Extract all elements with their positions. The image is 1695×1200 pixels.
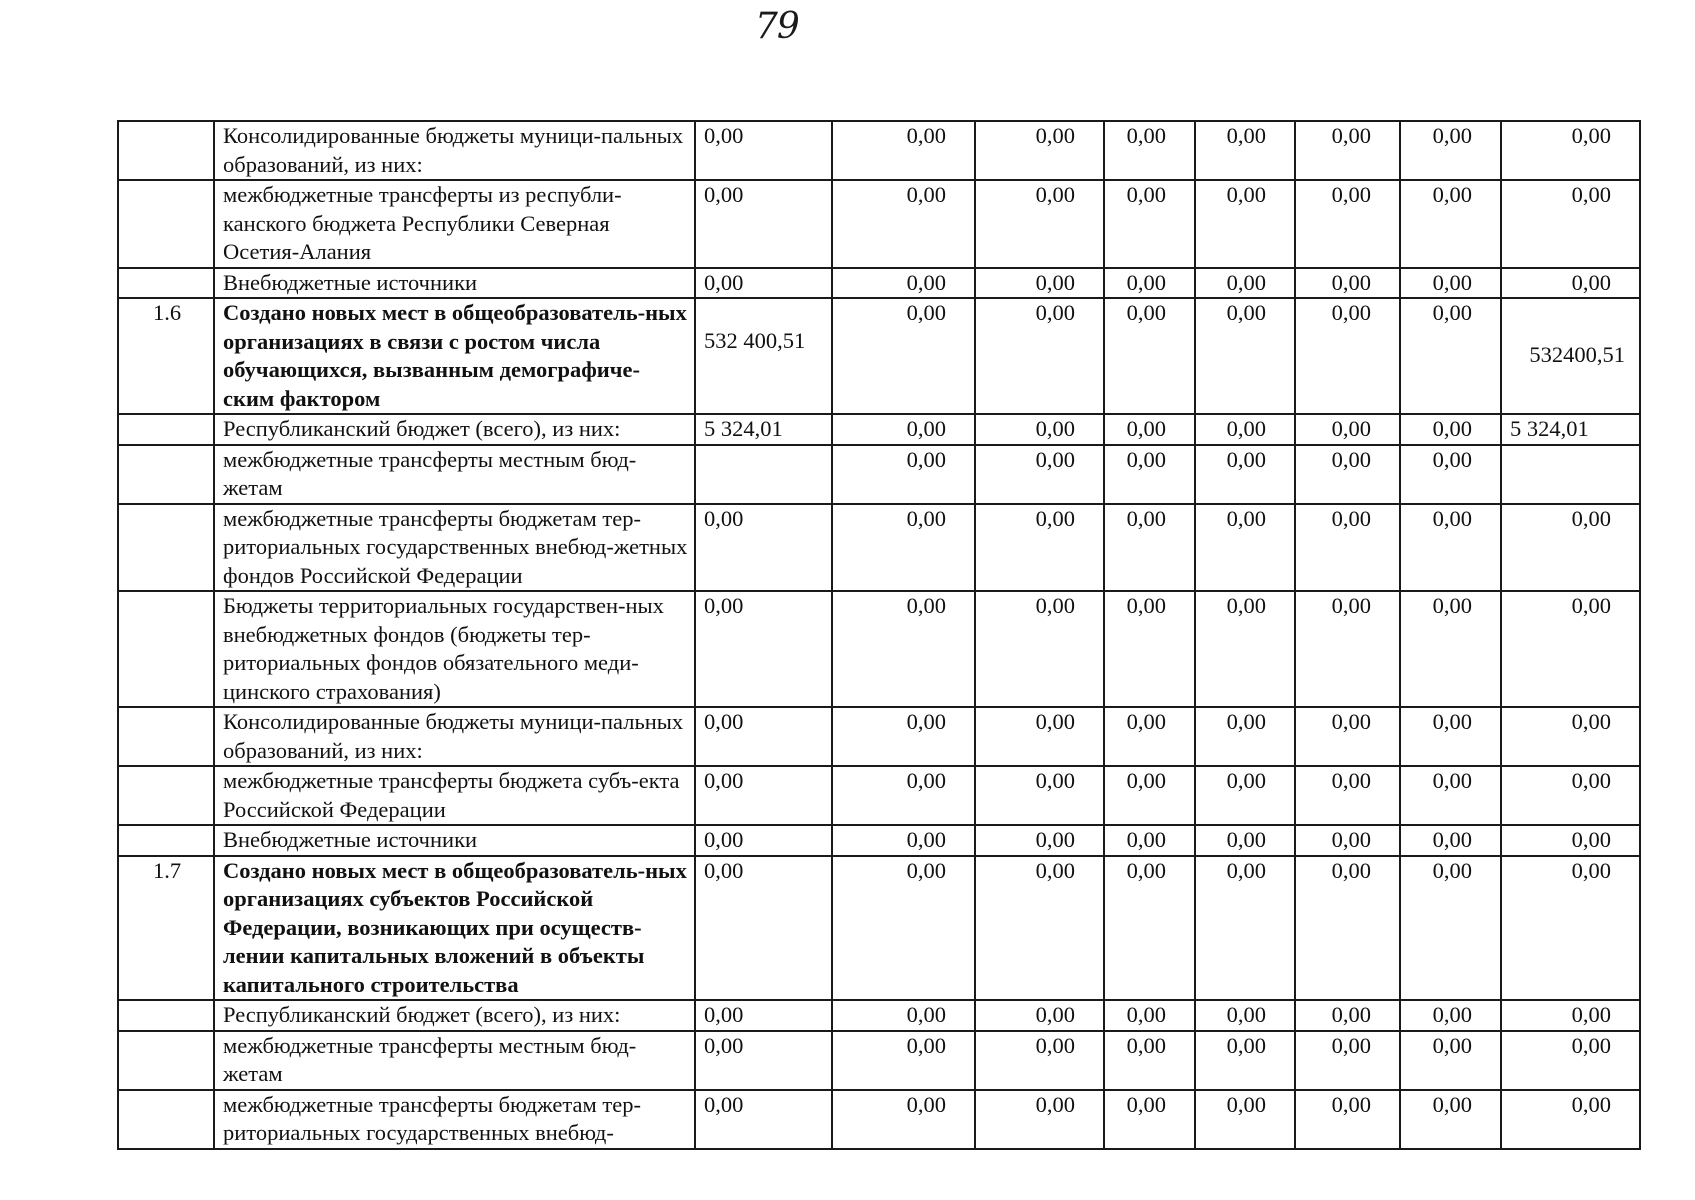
- value-cell: 0,00: [1295, 445, 1400, 504]
- value-cell: 0,00: [695, 825, 832, 856]
- value-cell: 5 324,01: [695, 414, 832, 445]
- value-cell: 532 400,51: [695, 298, 832, 414]
- row-label: Внебюджетные источники: [214, 268, 695, 299]
- value-cell: 0,00: [1195, 504, 1295, 592]
- value-cell: 0,00: [1195, 591, 1295, 707]
- table-row: [118, 825, 1640, 856]
- value-cell: 0,00: [975, 121, 1104, 180]
- value-cell: 0,00: [1400, 707, 1501, 766]
- row-index: [118, 591, 214, 707]
- row-label: Создано новых мест в общеобразователь-ных организациях субъектов Российской Федерации, возникающих при осуществ-лении капитальных вложений в объекты капитального строительства: [214, 856, 695, 1001]
- page-number: 79: [755, 6, 799, 47]
- value-cell: 0,00: [1501, 856, 1640, 1001]
- value-cell: 0,00: [1195, 121, 1295, 180]
- value-cell: 0,00: [1501, 180, 1640, 268]
- value-cell: 0,00: [1195, 180, 1295, 268]
- value-cell: 0,00: [1104, 504, 1195, 592]
- value-cell: 0,00: [1104, 1031, 1195, 1090]
- value-cell: 0,00: [1400, 445, 1501, 504]
- value-cell: 5 324,01: [1501, 414, 1640, 445]
- value-cell: 0,00: [975, 504, 1104, 592]
- value-cell: 0,00: [975, 445, 1104, 504]
- table-row: [118, 180, 1640, 268]
- value-cell: 0,00: [832, 445, 975, 504]
- value-cell: 0,00: [695, 766, 832, 825]
- value-cell: 0,00: [832, 1090, 975, 1149]
- row-label: межбюджетные трансферты из республи-канского бюджета Республики Северная Осетия-Алания: [214, 180, 695, 268]
- value-cell: 0,00: [1400, 1090, 1501, 1149]
- row-label: Консолидированные бюджеты муници-пальных образований, из них:: [214, 121, 695, 180]
- value-cell: 0,00: [1501, 591, 1640, 707]
- row-label: Республиканский бюджет (всего), из них:: [214, 414, 695, 445]
- table-row: [118, 121, 1640, 180]
- value-cell: 532400,51: [1501, 298, 1640, 414]
- value-cell: 0,00: [1195, 1031, 1295, 1090]
- value-cell: 0,00: [832, 1031, 975, 1090]
- value-cell: 0,00: [1104, 766, 1195, 825]
- value-cell: 0,00: [1295, 591, 1400, 707]
- value-cell: 0,00: [832, 591, 975, 707]
- value-cell: 0,00: [1104, 414, 1195, 445]
- value-cell: 0,00: [1195, 707, 1295, 766]
- value-cell: 0,00: [1104, 445, 1195, 504]
- value-cell: [695, 445, 832, 504]
- row-index: [118, 180, 214, 268]
- value-cell: 0,00: [695, 856, 832, 1001]
- value-cell: 0,00: [1295, 766, 1400, 825]
- value-cell: 0,00: [1501, 707, 1640, 766]
- value-cell: 0,00: [695, 1090, 832, 1149]
- table-row: [118, 298, 1640, 414]
- value-cell: 0,00: [1295, 1090, 1400, 1149]
- value-cell: 0,00: [975, 180, 1104, 268]
- value-cell: 0,00: [1295, 414, 1400, 445]
- value-cell: 0,00: [695, 121, 832, 180]
- value-cell: 0,00: [1195, 445, 1295, 504]
- value-cell: 0,00: [1400, 504, 1501, 592]
- budget-table: [117, 120, 1641, 1150]
- value-cell: 0,00: [1104, 121, 1195, 180]
- value-cell: 0,00: [1295, 298, 1400, 414]
- value-cell: 0,00: [1501, 1090, 1640, 1149]
- value-cell: 0,00: [975, 1000, 1104, 1031]
- value-cell: 0,00: [1400, 298, 1501, 414]
- value-cell: 0,00: [832, 825, 975, 856]
- value-cell: 0,00: [1295, 504, 1400, 592]
- value-cell: 0,00: [975, 825, 1104, 856]
- value-cell: 0,00: [975, 298, 1104, 414]
- row-index: [118, 414, 214, 445]
- value-cell: 0,00: [695, 1031, 832, 1090]
- row-index: [118, 1000, 214, 1031]
- value-cell: 0,00: [1501, 766, 1640, 825]
- value-cell: 0,00: [1104, 591, 1195, 707]
- value-cell: 0,00: [975, 707, 1104, 766]
- row-label: Бюджеты территориальных государствен-ных внебюджетных фондов (бюджеты тер-риториальных фондов обязательного меди-цинского страхования): [214, 591, 695, 707]
- value-cell: 0,00: [975, 766, 1104, 825]
- value-cell: 0,00: [1400, 825, 1501, 856]
- value-cell: 0,00: [1104, 298, 1195, 414]
- value-cell: 0,00: [1195, 414, 1295, 445]
- value-cell: 0,00: [1104, 825, 1195, 856]
- value-cell: 0,00: [975, 1090, 1104, 1149]
- value-cell: 0,00: [1400, 121, 1501, 180]
- value-cell: 0,00: [1400, 268, 1501, 299]
- table-row: [118, 504, 1640, 592]
- value-cell: 0,00: [1501, 1000, 1640, 1031]
- row-index: [118, 121, 214, 180]
- value-cell: 0,00: [1295, 121, 1400, 180]
- value-cell: 0,00: [1295, 1000, 1400, 1031]
- row-index: 1.6: [118, 298, 214, 414]
- row-index: [118, 1090, 214, 1149]
- row-index: [118, 268, 214, 299]
- value-cell: 0,00: [1195, 298, 1295, 414]
- value-cell: 0,00: [1295, 856, 1400, 1001]
- value-cell: 0,00: [1400, 1000, 1501, 1031]
- value-cell: 0,00: [695, 504, 832, 592]
- value-cell: 0,00: [1104, 856, 1195, 1001]
- value-cell: 0,00: [1400, 1031, 1501, 1090]
- value-cell: 0,00: [1295, 707, 1400, 766]
- value-cell: 0,00: [832, 766, 975, 825]
- table-row: [118, 1031, 1640, 1090]
- value-cell: 0,00: [1195, 268, 1295, 299]
- value-cell: 0,00: [1195, 825, 1295, 856]
- table-row: [118, 856, 1640, 1001]
- row-label: межбюджетные трансферты местным бюд-жетам: [214, 445, 695, 504]
- table-row: [118, 707, 1640, 766]
- value-cell: 0,00: [1104, 1090, 1195, 1149]
- value-cell: 0,00: [1400, 414, 1501, 445]
- row-label: межбюджетные трансферты местным бюд-жетам: [214, 1031, 695, 1090]
- row-index: 1.7: [118, 856, 214, 1001]
- value-cell: 0,00: [1501, 121, 1640, 180]
- value-cell: 0,00: [1195, 1000, 1295, 1031]
- value-cell: 0,00: [832, 268, 975, 299]
- row-index: [118, 766, 214, 825]
- value-cell: 0,00: [1295, 180, 1400, 268]
- value-cell: 0,00: [1501, 825, 1640, 856]
- table-row: [118, 591, 1640, 707]
- value-cell: 0,00: [832, 707, 975, 766]
- row-label: межбюджетные трансферты бюджетам тер-риториальных государственных внебюд-: [214, 1090, 695, 1149]
- row-label: Консолидированные бюджеты муници-пальных образований, из них:: [214, 707, 695, 766]
- table-body: [118, 121, 1640, 1149]
- row-label: Создано новых мест в общеобразователь-ных организациях в связи с ростом числа обучающихся, вызванным демографиче-ским фактором: [214, 298, 695, 414]
- value-cell: 0,00: [1400, 766, 1501, 825]
- value-cell: 0,00: [695, 180, 832, 268]
- value-cell: 0,00: [1501, 1031, 1640, 1090]
- row-label: Республиканский бюджет (всего), из них:: [214, 1000, 695, 1031]
- value-cell: 0,00: [1501, 268, 1640, 299]
- value-cell: 0,00: [695, 591, 832, 707]
- value-cell: 0,00: [695, 707, 832, 766]
- value-cell: 0,00: [1295, 1031, 1400, 1090]
- value-cell: 0,00: [975, 268, 1104, 299]
- row-label: межбюджетные трансферты бюджета субъ-екта Российской Федерации: [214, 766, 695, 825]
- row-index: [118, 445, 214, 504]
- value-cell: 0,00: [832, 1000, 975, 1031]
- value-cell: 0,00: [975, 591, 1104, 707]
- row-index: [118, 1031, 214, 1090]
- row-label: межбюджетные трансферты бюджетам тер-риториальных государственных внебюд-жетных фондов Российской Федерации: [214, 504, 695, 592]
- value-cell: 0,00: [1104, 707, 1195, 766]
- value-cell: 0,00: [1400, 180, 1501, 268]
- table-row: [118, 414, 1640, 445]
- value-cell: 0,00: [832, 856, 975, 1001]
- value-cell: 0,00: [1295, 825, 1400, 856]
- value-cell: 0,00: [1104, 180, 1195, 268]
- value-cell: 0,00: [832, 504, 975, 592]
- value-cell: 0,00: [1195, 766, 1295, 825]
- row-label: Внебюджетные источники: [214, 825, 695, 856]
- value-cell: 0,00: [1104, 268, 1195, 299]
- value-cell: [1501, 445, 1640, 504]
- row-index: [118, 504, 214, 592]
- value-cell: 0,00: [832, 414, 975, 445]
- value-cell: 0,00: [695, 268, 832, 299]
- value-cell: 0,00: [1295, 268, 1400, 299]
- value-cell: 0,00: [1195, 1090, 1295, 1149]
- value-cell: 0,00: [1104, 1000, 1195, 1031]
- value-cell: 0,00: [1501, 504, 1640, 592]
- value-cell: 0,00: [1400, 856, 1501, 1001]
- value-cell: 0,00: [832, 121, 975, 180]
- value-cell: 0,00: [832, 180, 975, 268]
- value-cell: 0,00: [975, 414, 1104, 445]
- value-cell: 0,00: [695, 1000, 832, 1031]
- table-row: [118, 1000, 1640, 1031]
- table-row: [118, 268, 1640, 299]
- value-cell: 0,00: [975, 856, 1104, 1001]
- table-row: [118, 766, 1640, 825]
- row-index: [118, 825, 214, 856]
- table-row: [118, 1090, 1640, 1149]
- value-cell: 0,00: [1400, 591, 1501, 707]
- table-row: [118, 445, 1640, 504]
- row-index: [118, 707, 214, 766]
- value-cell: 0,00: [832, 298, 975, 414]
- value-cell: 0,00: [1195, 856, 1295, 1001]
- value-cell: 0,00: [975, 1031, 1104, 1090]
